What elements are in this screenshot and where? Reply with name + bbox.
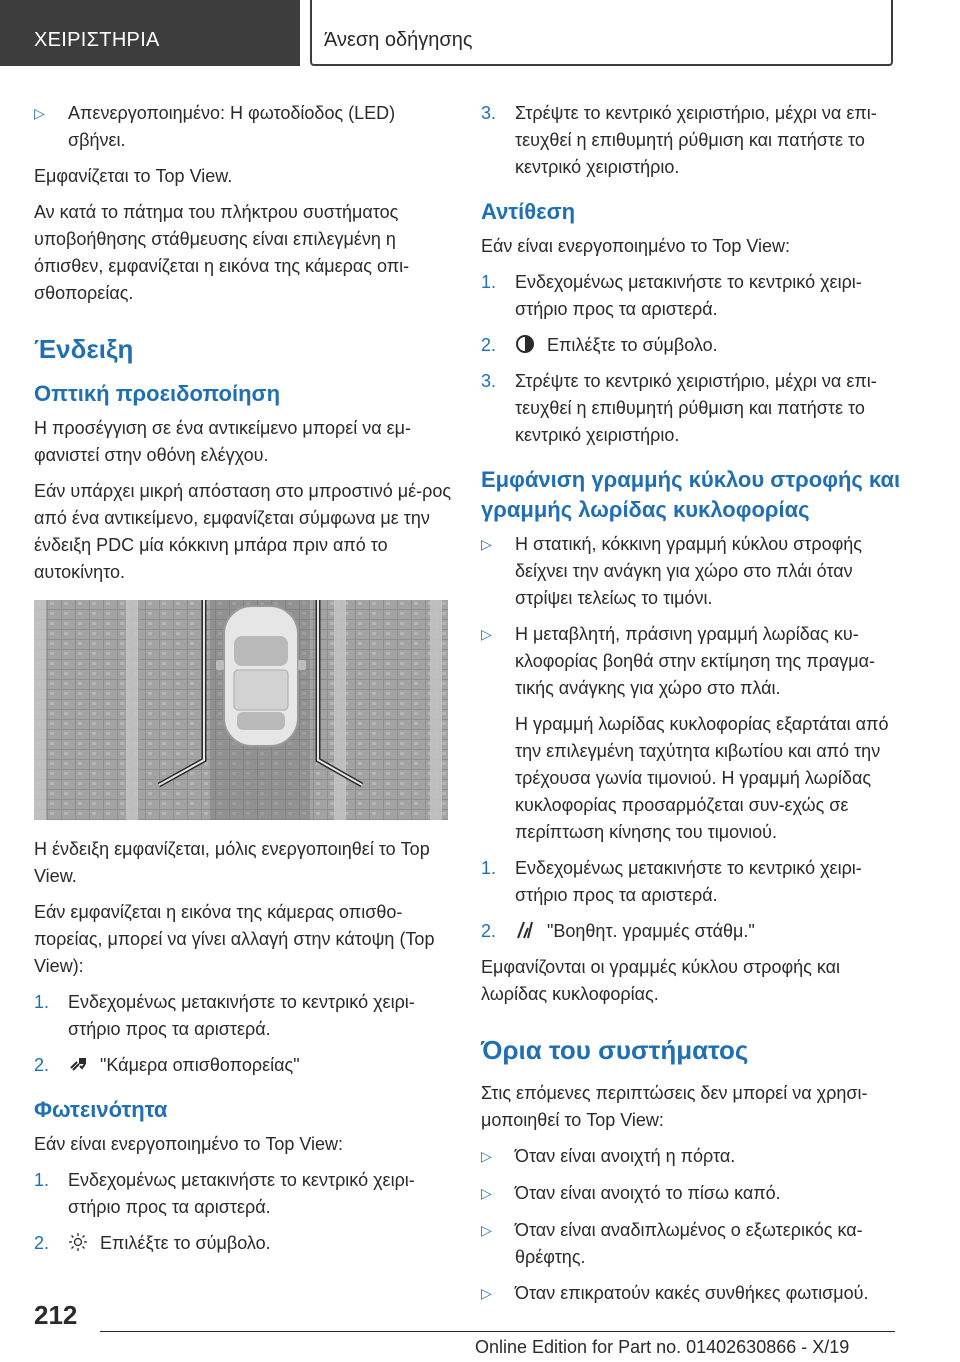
paragraph: Εάν είναι ενεργοποιημένο το Top View:: [481, 236, 791, 256]
bullet-subparagraph: Η γραμμή λωρίδας κυκλοφορίας εξαρτάται από την επιλεγμένη ταχύτητα κιβωτίου και από την τρέχουσα γωνία τιμονιού. Η γραμμή λωρίδας κυκλοφορίας προσαρμόζεται συν-εχώς σε περίπτωση κίνησης του τιμονιού.: [515, 714, 889, 842]
list-item: [481, 332, 901, 359]
list-item: [481, 918, 901, 945]
page-number: 212: [34, 1300, 78, 1330]
list-item: [481, 1180, 901, 1208]
triangle-bullet-icon: ▷: [481, 626, 492, 642]
heading-foteinotita: Φωτεινότητα: [34, 1097, 168, 1122]
paragraph: Εάν εμφανίζεται η εικόνα της κάμερας οπισθο-πορείας, μπορεί να γίνει αλλαγή στην κάτοψη (Top View):: [34, 902, 435, 976]
step-number: 3.: [481, 371, 497, 391]
bullet-text: Όταν είναι αναδιπλωμένος ο εξωτερικός κα-θρέφτης.: [515, 1220, 863, 1267]
paragraph: Εμφανίζεται το Top View.: [34, 166, 233, 186]
step-number: 2.: [34, 1233, 50, 1253]
step-number: 2.: [481, 921, 497, 941]
heading-endeixi: Ένδειξη: [34, 334, 134, 364]
step-text: Ενδεχομένως μετακινήστε το κεντρικό χειρι-στήριο προς τα αριστερά.: [515, 272, 862, 319]
bullet-text: Απενεργοποιημένο: Η φωτοδίοδος (LED) σβήνει.: [68, 103, 396, 150]
step-number: 1.: [34, 992, 50, 1012]
step-text: Στρέψτε το κεντρικό χειριστήριο, μέχρι να επι-τευχθεί η επιθυμητή ρύθμιση και πατήστε το κεντρικό χειριστήριο.: [515, 103, 877, 177]
paragraph: Εμφανίζονται οι γραμμές κύκλου στροφής και λωρίδας κυκλοφορίας.: [481, 957, 840, 1004]
top-view-illustration: [34, 600, 448, 820]
list-item: [481, 531, 901, 612]
paragraph: Εάν είναι ενεργοποιημένο το Top View:: [34, 1134, 344, 1154]
triangle-bullet-icon: ▷: [481, 1285, 492, 1301]
list-item: [481, 1280, 901, 1308]
right-column: [481, 100, 901, 1317]
bullet-text: Όταν είναι ανοιχτή η πόρτα.: [515, 1146, 736, 1166]
step-number: 2.: [34, 1055, 50, 1075]
list-item: [34, 1167, 454, 1221]
triangle-bullet-icon: ▷: [481, 1185, 492, 1201]
triangle-bullet-icon: ▷: [34, 105, 45, 121]
parking-lines-icon: [515, 920, 535, 940]
paragraph: Η προσέγγιση σε ένα αντικείμενο μπορεί να εμ-φανιστεί στην οθόνη ελέγχου.: [34, 418, 412, 465]
list-item: [34, 1230, 454, 1257]
step-text: Ενδεχομένως μετακινήστε το κεντρικό χειρι-στήριο προς τα αριστερά.: [515, 858, 862, 905]
bullet-text: Η μεταβλητή, πράσινη γραμμή λωρίδας κυ-κλοφορίας βοηθά στην εκτίμηση της πραγμα-τικής ανάγκης για χώρο στο πλάι.: [515, 624, 876, 698]
step-text: Επιλέξτε το σύμβολο.: [547, 335, 718, 355]
step-number: 1.: [34, 1170, 50, 1190]
section-title: ΧΕΙΡΙΣΤΗΡΙΑ: [0, 0, 300, 66]
paragraph: Εάν υπάρχει μικρή απόσταση στο μπροστινό μέ-ρος από ένα αντικείμενο, εμφανίζεται σύμφωνα με την ένδειξη PDC μία κόκκινη μπάρα πριν από το αυτοκίνητο.: [34, 481, 452, 582]
step-text: Επιλέξτε το σύμβολο.: [100, 1233, 271, 1253]
heading-optiki: Οπτική προειδοποίηση: [34, 381, 281, 406]
list-item: [481, 1143, 901, 1171]
paragraph: Η ένδειξη εμφανίζεται, μόλις ενεργοποιηθεί το Top View.: [34, 839, 430, 886]
bullet-text: Όταν επικρατούν κακές συνθήκες φωτισμού.: [515, 1283, 869, 1303]
bullet-text: Η στατική, κόκκινη γραμμή κύκλου στροφής δείχνει την ανάγκη για χώρο στο πλάι όταν στρίψει τελείως το τιμόνι.: [515, 534, 862, 608]
list-item: [481, 855, 901, 909]
step-number: 1.: [481, 272, 497, 292]
step-text: "Βοηθητ. γραμμές στάθμ.": [547, 921, 755, 941]
footer-divider: [100, 1331, 895, 1332]
list-item: [481, 368, 901, 449]
list-item: [481, 100, 901, 181]
step-text: Ενδεχομένως μετακινήστε το κεντρικό χειρι-στήριο προς τα αριστερά.: [68, 1170, 415, 1217]
left-column: [34, 100, 454, 1266]
rear-camera-icon: [68, 1054, 88, 1074]
triangle-bullet-icon: ▷: [481, 1222, 492, 1238]
bullet-text: Όταν είναι ανοιχτό το πίσω καπό.: [515, 1183, 781, 1203]
triangle-bullet-icon: ▷: [481, 1148, 492, 1164]
step-number: 2.: [481, 335, 497, 355]
contrast-icon: [515, 334, 535, 354]
list-item: [34, 989, 454, 1043]
step-number: 3.: [481, 103, 497, 123]
heading-antithesi: Αντίθεση: [481, 199, 576, 224]
step-text: Ενδεχομένως μετακινήστε το κεντρικό χειρι-στήριο προς τα αριστερά.: [68, 992, 415, 1039]
brightness-icon: [68, 1232, 88, 1252]
paragraph: Στις επόμενες περιπτώσεις δεν μπορεί να χρησι-μοποιηθεί το Top View:: [481, 1083, 868, 1130]
list-item: [481, 621, 901, 702]
edition-text: Online Edition for Part no. 01402630866 - X/19: [475, 1337, 850, 1357]
step-number: 1.: [481, 858, 497, 878]
paragraph: Αν κατά το πάτημα του πλήκτρου συστήματος υποβοήθησης στάθμευσης είναι επιλεγμένη η όπισθεν, εμφανίζεται η εικόνα της κάμερας οπι-σθοπορείας.: [34, 202, 410, 303]
step-text: "Κάμερα οπισθοπορείας": [100, 1055, 300, 1075]
car-icon: [216, 606, 306, 746]
list-item: [481, 269, 901, 323]
list-item: [34, 1052, 454, 1079]
topic-title: Άνεση οδήγησης: [310, 0, 893, 66]
list-item: [34, 100, 454, 154]
triangle-bullet-icon: ▷: [481, 536, 492, 552]
heading-emfanisi: Εμφάνιση γραμμής κύκλου στροφής και γραμμής λωρίδας κυκλοφορίας: [481, 467, 901, 522]
heading-oria: Όρια του συστήματος: [481, 1035, 749, 1065]
step-text: Στρέψτε το κεντρικό χειριστήριο, μέχρι να επι-τευχθεί η επιθυμητή ρύθμιση και πατήστε το κεντρικό χειριστήριο.: [515, 371, 877, 445]
list-item: [481, 1217, 901, 1271]
